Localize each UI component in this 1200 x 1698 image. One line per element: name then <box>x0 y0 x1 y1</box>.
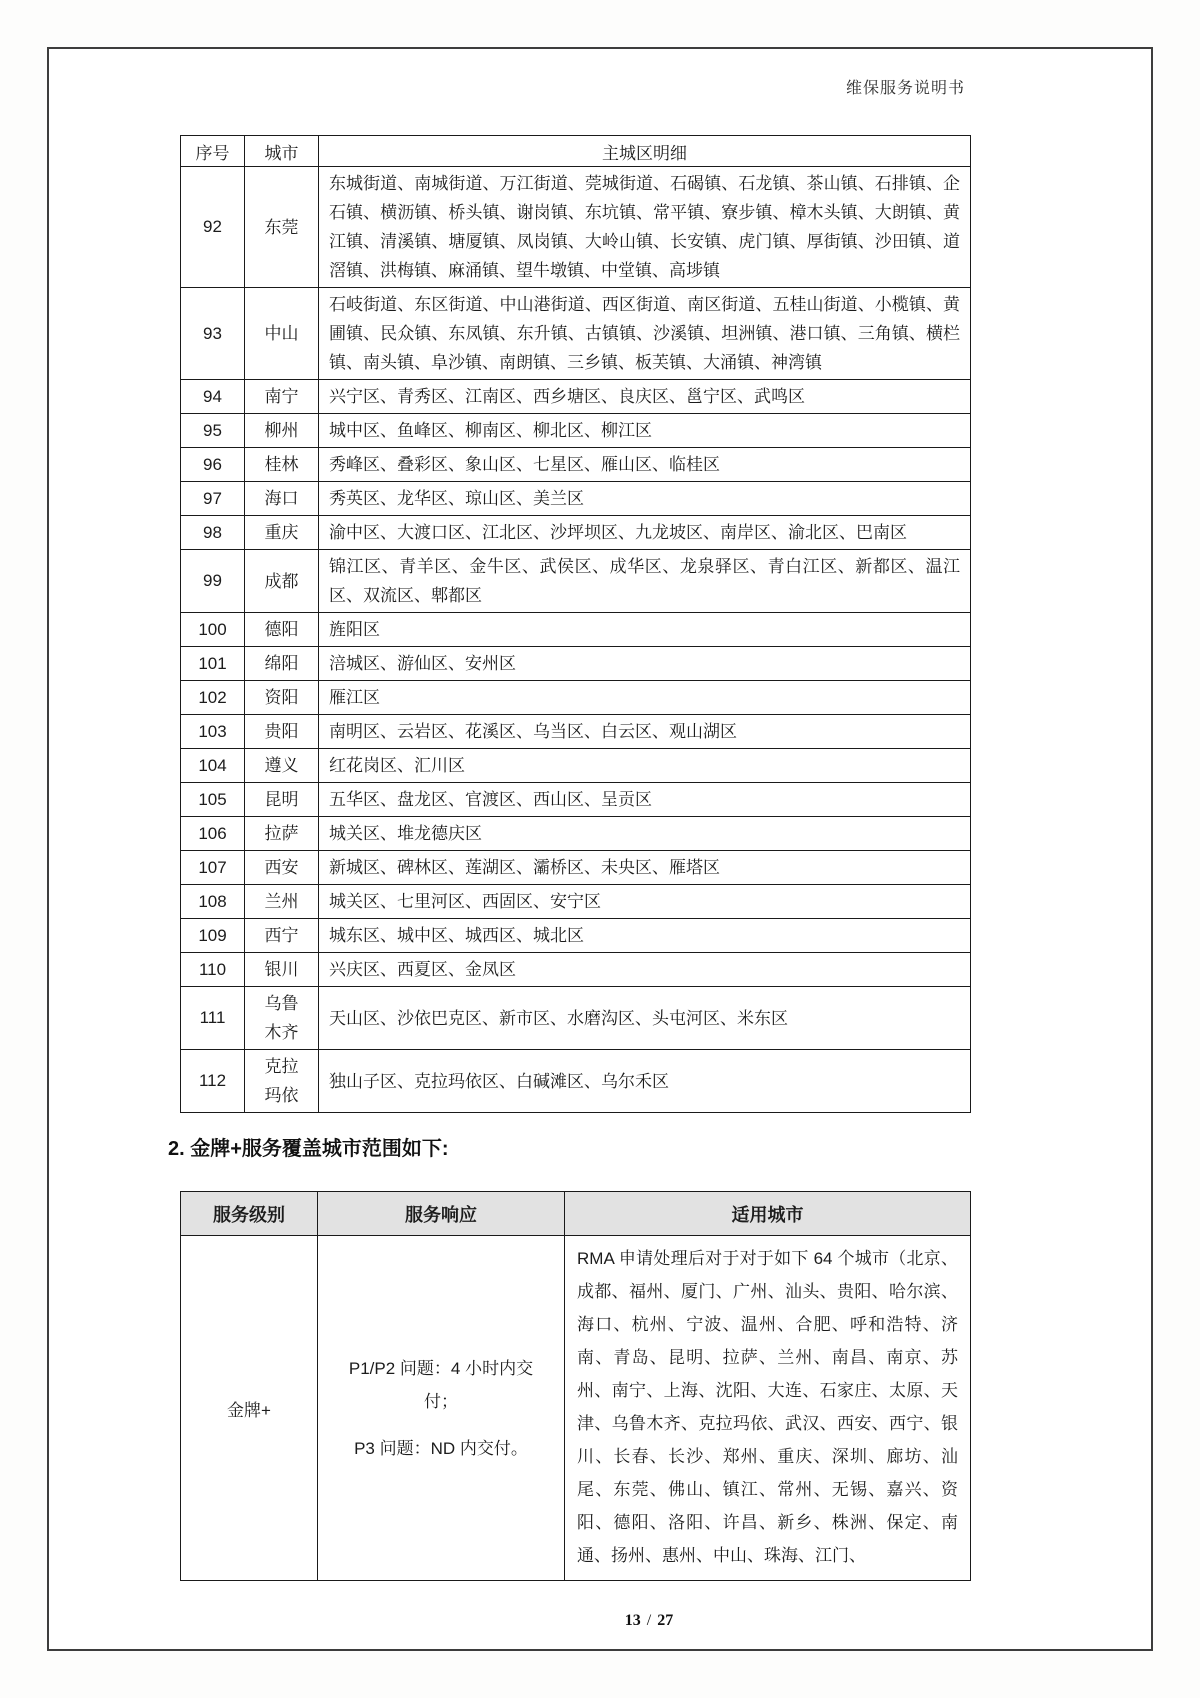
row-districts: 渝中区、大渡口区、江北区、沙坪坝区、九龙坡区、南岸区、渝北区、巴南区 <box>319 516 971 550</box>
doc-title: 维保服务说明书 <box>845 80 965 97</box>
table-row <box>181 749 971 783</box>
doc-header <box>846 75 965 98</box>
row-districts: 天山区、沙依巴克区、新市区、水磨沟区、头屯河区、米东区 <box>319 987 971 1050</box>
section-heading: 2. 金牌+服务覆盖城市范围如下: <box>168 1138 449 1160</box>
row-serial-number: 95 <box>181 414 245 448</box>
row-districts: 城东区、城中区、城西区、城北区 <box>319 919 971 953</box>
row-city: 东莞 <box>245 167 319 288</box>
table-row <box>181 380 971 414</box>
row-districts: 石岐街道、东区街道、中山港街道、西区街道、南区街道、五桂山街道、小榄镇、黄圃镇、民众镇、东凤镇、东升镇、古镇镇、沙溪镇、坦洲镇、港口镇、三角镇、横栏镇、南头镇、阜沙镇、南朗镇、三乡镇、板芙镇、大涌镇、神湾镇 <box>319 288 971 380</box>
table-row <box>181 288 971 380</box>
table-row <box>181 953 971 987</box>
col-header-districts: 主城区明细 <box>319 136 971 167</box>
row-city: 贵阳 <box>245 715 319 749</box>
row-city: 乌鲁木齐 <box>245 987 319 1050</box>
row-districts: 锦江区、青羊区、金牛区、武侯区、成华区、龙泉驿区、青白江区、新都区、温江区、双流区、郫都区 <box>319 550 971 613</box>
row-city: 资阳 <box>245 681 319 715</box>
table-row <box>181 448 971 482</box>
row-districts: 新城区、碑林区、莲湖区、灞桥区、未央区、雁塔区 <box>319 851 971 885</box>
row-districts: 涪城区、游仙区、安州区 <box>319 647 971 681</box>
row-serial-number: 108 <box>181 885 245 919</box>
table-row <box>181 783 971 817</box>
row-districts: 五华区、盘龙区、官渡区、西山区、呈贡区 <box>319 783 971 817</box>
row-districts: 雁江区 <box>319 681 971 715</box>
row-serial-number: 107 <box>181 851 245 885</box>
table-row <box>181 715 971 749</box>
row-city: 拉萨 <box>245 817 319 851</box>
row-city: 西安 <box>245 851 319 885</box>
row-city: 银川 <box>245 953 319 987</box>
row-serial-number: 93 <box>181 288 245 380</box>
page-border-frame <box>47 47 1153 1651</box>
col-header-city: 城市 <box>245 136 319 167</box>
row-districts: 秀英区、龙华区、琼山区、美兰区 <box>319 482 971 516</box>
row-districts: 城中区、鱼峰区、柳南区、柳北区、柳江区 <box>319 414 971 448</box>
row-districts: 独山子区、克拉玛依区、白碱滩区、乌尔禾区 <box>319 1050 971 1113</box>
row-city: 柳州 <box>245 414 319 448</box>
row-serial-number: 109 <box>181 919 245 953</box>
row-districts: 城关区、堆龙德庆区 <box>319 817 971 851</box>
table-row <box>181 414 971 448</box>
row-city: 西宁 <box>245 919 319 953</box>
row-districts: 东城街道、南城街道、万江街道、莞城街道、石碣镇、石龙镇、茶山镇、石排镇、企石镇、横沥镇、桥头镇、谢岗镇、东坑镇、常平镇、寮步镇、樟木头镇、大朗镇、黄江镇、清溪镇、塘厦镇、凤岗镇、大岭山镇、长安镇、虎门镇、厚街镇、沙田镇、道滘镇、洪梅镇、麻涌镇、望牛墩镇、中堂镇、高埗镇 <box>319 167 971 288</box>
col-header-applicable-cities: 适用城市 <box>565 1192 971 1236</box>
col-header-no: 序号 <box>181 136 245 167</box>
table-row <box>181 681 971 715</box>
page-content <box>168 135 970 1581</box>
row-city: 中山 <box>245 288 319 380</box>
row-serial-number: 106 <box>181 817 245 851</box>
col-header-service-level: 服务级别 <box>181 1192 318 1236</box>
table-row <box>181 550 971 613</box>
row-city: 昆明 <box>245 783 319 817</box>
service-response-cell <box>318 1236 565 1581</box>
row-serial-number: 102 <box>181 681 245 715</box>
table-row <box>181 613 971 647</box>
table-row <box>181 167 971 288</box>
response-p3-text: P3 问题：ND 内交付。 <box>354 1438 528 1458</box>
row-serial-number: 110 <box>181 953 245 987</box>
table-row <box>181 1050 971 1113</box>
row-serial-number: 100 <box>181 613 245 647</box>
page-number-separator: / <box>646 1612 652 1629</box>
row-city: 海口 <box>245 482 319 516</box>
table-row <box>181 482 971 516</box>
row-serial-number: 98 <box>181 516 245 550</box>
row-serial-number: 105 <box>181 783 245 817</box>
row-city: 重庆 <box>245 516 319 550</box>
row-districts: 秀峰区、叠彩区、象山区、七星区、雁山区、临桂区 <box>319 448 971 482</box>
row-city: 克拉玛依 <box>245 1050 319 1113</box>
page-number-current: 13 <box>624 1612 641 1629</box>
row-city: 南宁 <box>245 380 319 414</box>
row-city: 兰州 <box>245 885 319 919</box>
table-row <box>181 919 971 953</box>
row-city: 绵阳 <box>245 647 319 681</box>
service-table-header-row <box>181 1192 971 1236</box>
service-level-cell: 金牌+ <box>181 1236 318 1581</box>
row-districts: 南明区、云岩区、花溪区、乌当区、白云区、观山湖区 <box>319 715 971 749</box>
row-serial-number: 92 <box>181 167 245 288</box>
table-row <box>181 987 971 1050</box>
page-footer <box>49 1612 1200 1630</box>
row-serial-number: 99 <box>181 550 245 613</box>
row-serial-number: 96 <box>181 448 245 482</box>
row-city: 成都 <box>245 550 319 613</box>
row-city: 桂林 <box>245 448 319 482</box>
page-number-total: 27 <box>657 1612 674 1629</box>
row-districts: 兴宁区、青秀区、江南区、西乡塘区、良庆区、邕宁区、武鸣区 <box>319 380 971 414</box>
city-table-header-row <box>181 136 971 167</box>
applicable-cities-cell: RMA 申请处理后对于对于如下 64 个城市（北京、成都、福州、厦门、广州、汕头、贵阳、哈尔滨、海口、杭州、宁波、温州、合肥、呼和浩特、济南、青岛、昆明、拉萨、兰州、南昌、南京、苏州、南宁、上海、沈阳、大连、石家庄、太原、天津、乌鲁木齐、克拉玛依、武汉、西安、西宁、银川、长春、长沙、郑州、重庆、深圳、廊坊、汕尾、东莞、佛山、镇江、常州、无锡、嘉兴、资阳、德阳、洛阳、许昌、新乡、株洲、保定、南通、扬州、惠州、中山、珠海、江门、 <box>565 1236 971 1581</box>
row-districts: 城关区、七里河区、西固区、安宁区 <box>319 885 971 919</box>
table-row <box>181 817 971 851</box>
row-serial-number: 101 <box>181 647 245 681</box>
city-table-body <box>181 167 971 1113</box>
col-header-service-response: 服务响应 <box>318 1192 565 1236</box>
table-row <box>181 851 971 885</box>
service-table <box>180 1191 971 1581</box>
city-table <box>180 135 971 1113</box>
service-table-row <box>181 1236 971 1581</box>
row-districts: 旌阳区 <box>319 613 971 647</box>
row-city: 德阳 <box>245 613 319 647</box>
row-city: 遵义 <box>245 749 319 783</box>
row-serial-number: 103 <box>181 715 245 749</box>
row-serial-number: 97 <box>181 482 245 516</box>
row-serial-number: 111 <box>181 987 245 1050</box>
table-row <box>181 885 971 919</box>
row-serial-number: 94 <box>181 380 245 414</box>
row-districts: 兴庆区、西夏区、金凤区 <box>319 953 971 987</box>
row-districts: 红花岗区、汇川区 <box>319 749 971 783</box>
response-p1p2-text: P1/P2 问题：4 小时内交付； <box>348 1358 534 1411</box>
table-row <box>181 647 971 681</box>
row-serial-number: 112 <box>181 1050 245 1113</box>
table-row <box>181 516 971 550</box>
row-serial-number: 104 <box>181 749 245 783</box>
